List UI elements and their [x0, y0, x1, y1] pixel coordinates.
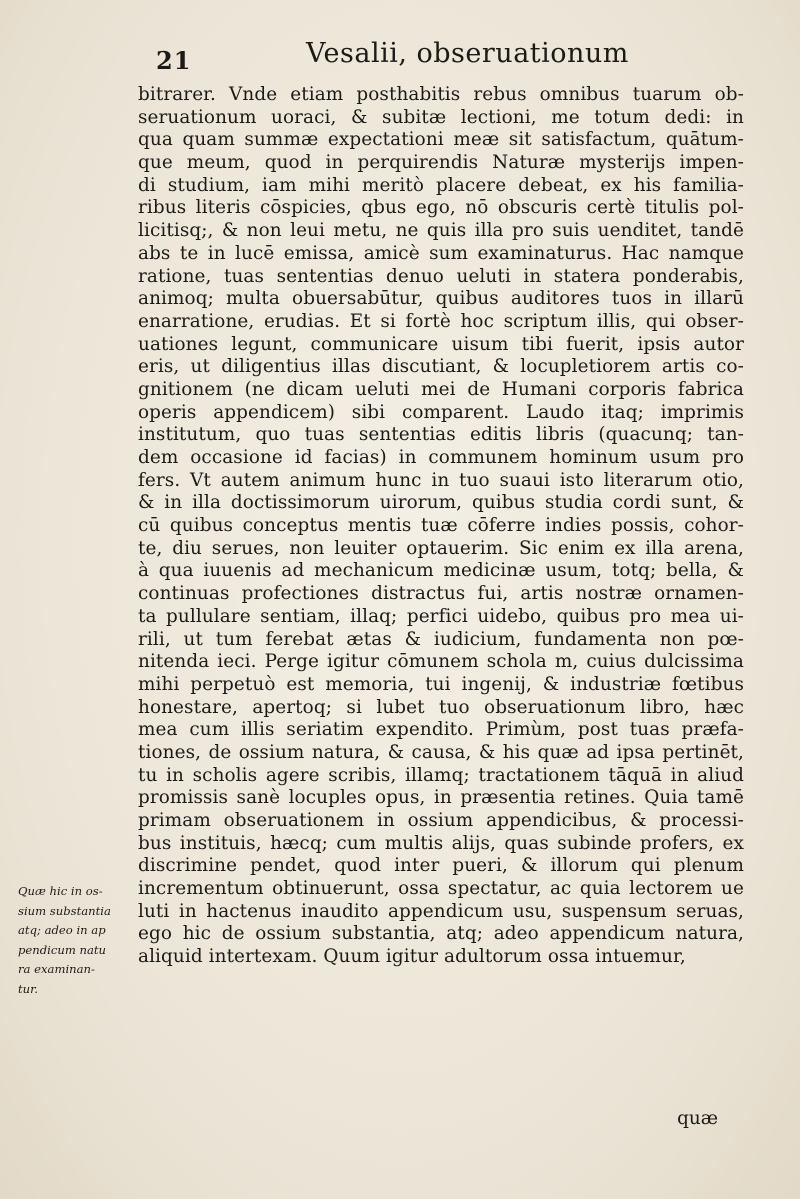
text-line: primam obseruationem in ossium appendicibus, & processi-	[138, 810, 744, 831]
text-line: aliquid intertexam. Quum igitur adultorum ossa intuemur,	[138, 946, 686, 968]
text-line: tiones, de ossium natura, & causa, & his quæ ad ipsa pertinēt,	[138, 741, 744, 763]
body-text	[138, 84, 744, 969]
running-title: Vesalii, obseruationum	[306, 38, 629, 69]
text-line: institutum, quo tuas sententias editis libris (quacunq; tan-	[138, 424, 744, 446]
text-line: ribus literis cōspicies, qbus ego, nō obscuris certè titulis pol-	[138, 197, 744, 219]
margin-note-line: sium substantia	[18, 903, 111, 918]
text-line: gnitionem (ne dicam ueluti mei de Humani corporis fabrica	[138, 378, 744, 400]
catchword: quæ	[677, 1108, 718, 1129]
text-line: eris, ut diligentius illas discutiant, & locupletiorem artis co-	[138, 356, 744, 378]
text-line: enarratione, erudias. Et si fortè hoc scriptum illis, qui obser-	[138, 310, 744, 332]
text-line: luti in hactenus inaudito appendicum usu, suspensum seruas,	[138, 900, 744, 922]
text-line: te, diu serues, non leuiter optauerim. Sic enim ex illa arena,	[138, 537, 744, 559]
text-line: uationes legunt, communicare uisum tibi fuerit, ipsis autor	[138, 333, 744, 355]
text-line: bus instituis, hæcq; cum multis alijs, quas subinde profers, ex	[138, 832, 744, 854]
text-line: tu in scholis agere scribis, illamq; tractationem tāquā in aliud	[138, 764, 744, 786]
text-line: continuas profectiones distractus fui, artis nostræ ornamen-	[138, 583, 744, 605]
text-line: licitisq;, & non leui metu, ne quis illa pro suis uenditet, tandē	[138, 220, 744, 242]
text-line: dem occasione id facias) in communem hominum usum pro	[138, 447, 744, 468]
page-number: 21	[156, 46, 192, 75]
text-line: seruationum uoraci, & subitæ lectioni, me totum dedi: in	[138, 106, 744, 128]
margin-note-line: ra examinan-	[18, 962, 95, 977]
margin-note-line: tur.	[18, 981, 39, 996]
text-line: ta pullulare sentiam, illaq; perfici uidebo, quibus pro mea ui-	[138, 605, 744, 627]
text-line: di studium, iam mihi meritò placere debeat, ex his familia-	[138, 174, 744, 196]
margin-note	[18, 882, 136, 1000]
text-line: mea cum illis seriatim expendito. Primùm, post tuas præfa-	[138, 719, 744, 741]
text-line: animoq; multa obuersabūtur, quibus auditores tuos in illarū	[138, 288, 744, 310]
text-line: fers. Vt autem animum hunc in tuo suaui isto literarum otio,	[138, 469, 744, 491]
text-line: qua quam summæ expectationi meæ sit satisfactum, quātum-	[138, 129, 744, 151]
text-line: mihi perpetuò est memoria, tui ingenij, & industriæ fœtibus	[138, 673, 744, 695]
text-line: à qua iuuenis ad mechanicum medicinæ usum, totq; bella, &	[138, 560, 744, 582]
text-line: nitenda ieci. Perge igitur cōmunem schola m, cuius dulcissima	[138, 651, 744, 673]
text-line: cū quibus conceptus mentis tuæ cōferre indies possis, cohor-	[138, 515, 744, 537]
page-header	[150, 36, 750, 76]
text-line: bitrarer. Vnde etiam posthabitis rebus omnibus tuarum ob-	[138, 84, 744, 105]
margin-note-line: atq; adeo in ap	[18, 923, 106, 938]
text-line: operis appendicem) sibi comparent. Laudo itaq; imprimis	[138, 401, 744, 423]
text-line: que meum, quod in perquirendis Naturæ mysterijs impen-	[138, 152, 744, 174]
text-line: & in illa doctissimorum uirorum, quibus studia cordi sunt, &	[138, 492, 744, 514]
margin-note-line: pendicum natu	[18, 942, 107, 957]
text-line: honestare, apertoq; si lubet tuo obseruationum libro, hæc	[138, 696, 744, 718]
text-line: incrementum obtinuerunt, ossa spectatur, ac quia lectorem ue	[138, 878, 744, 900]
text-line: discrimine pendet, quod inter pueri, & illorum qui plenum	[138, 855, 744, 877]
text-line: ratione, tuas sententias denuo ueluti in statera ponderabis,	[138, 265, 744, 287]
text-line: rili, ut tum ferebat ætas & iudicium, fundamenta non pœ-	[138, 628, 744, 650]
text-line: abs te in lucē emissa, amicè sum examinaturus. Hac namque	[138, 242, 744, 264]
text-line: promissis sanè locuples opus, in præsentia retines. Quia tamē	[138, 787, 744, 809]
text-line: ego hic de ossium substantia, atq; adeo appendicum natura,	[138, 923, 744, 945]
margin-note-line: Quæ hic in os-	[18, 884, 103, 898]
